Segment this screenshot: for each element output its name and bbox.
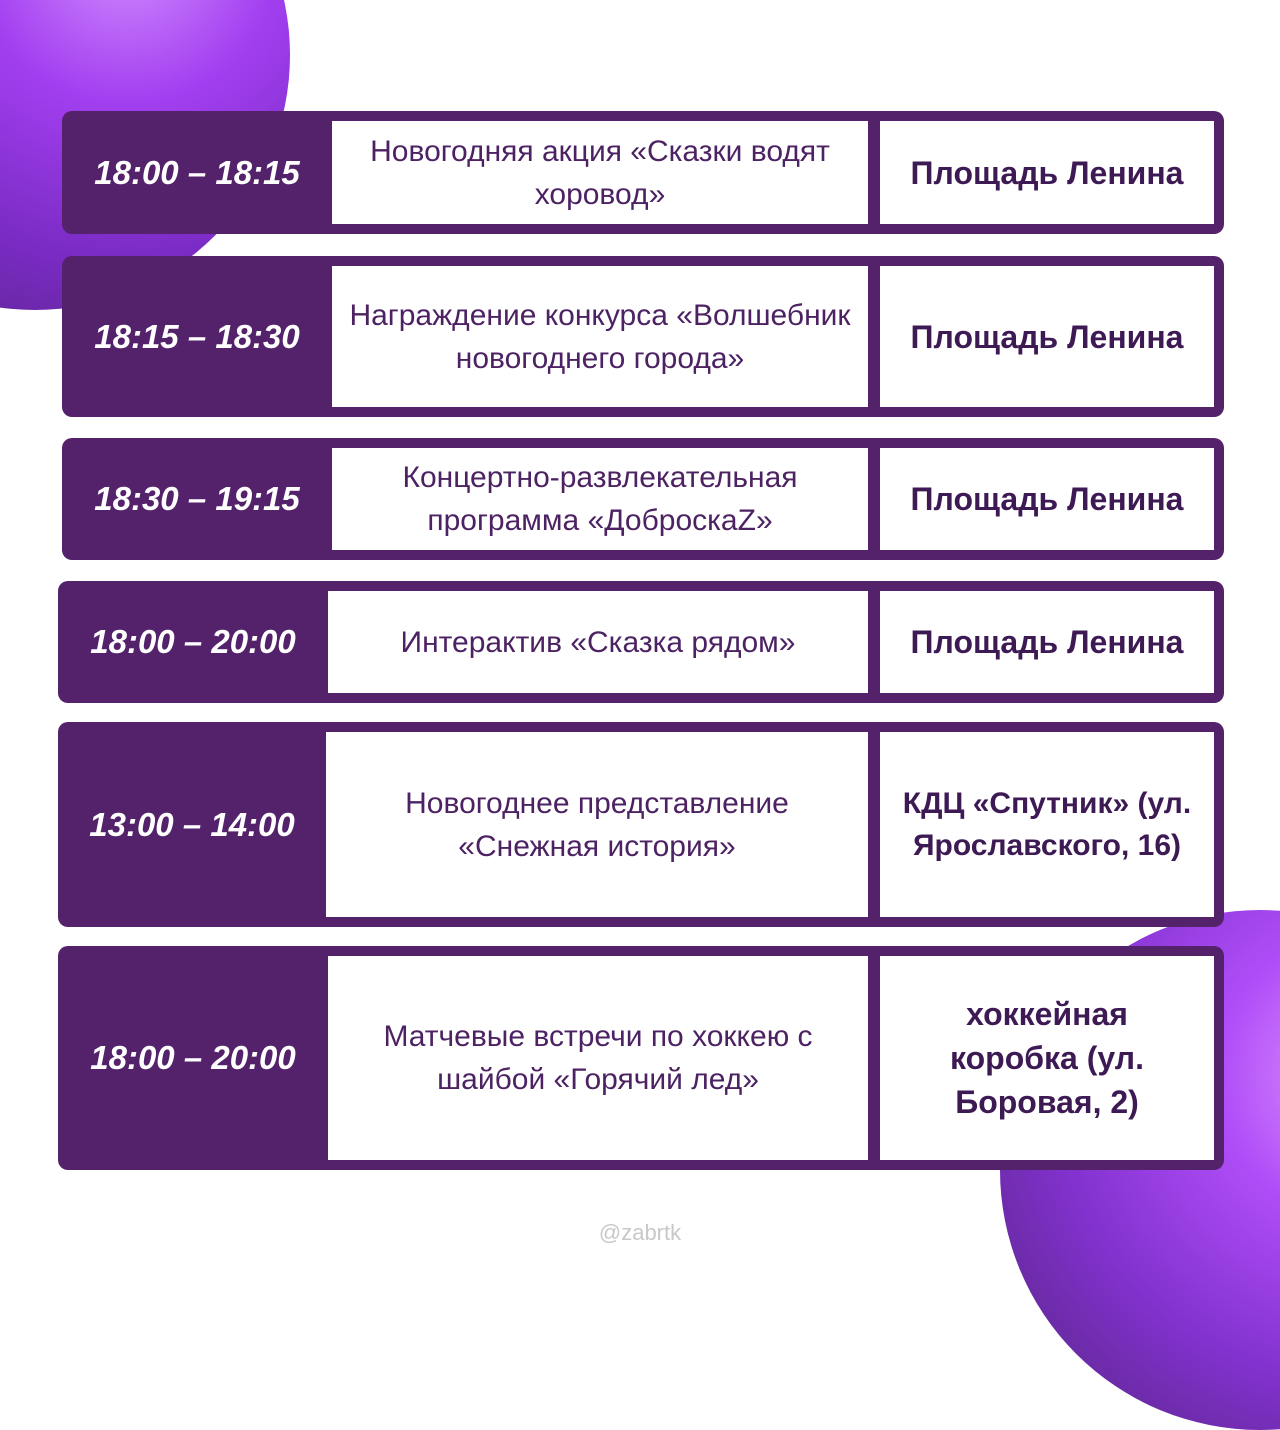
event-time: 18:30 – 19:15 [94,480,300,517]
event-title: Новогодняя акция «Сказки водят хоровод» [332,121,868,224]
event-title: Новогоднее представление «Снежная история» [326,732,868,917]
event-place: Площадь Ленина [880,448,1214,550]
event-title: Матчевые встречи по хоккею с шайбой «Горячий лед» [328,956,868,1160]
event-place: хоккейная коробка (ул. Боровая, 2) [880,956,1214,1160]
schedule-row [62,438,1224,560]
footer-handle: @zabrtk [598,1220,682,1245]
event-time: 18:00 – 18:15 [94,153,300,191]
event-time: 18:15 – 18:30 [94,317,300,355]
event-place: Площадь Ленина [880,591,1214,693]
schedule-row [58,946,1224,1170]
event-title: Награждение конкурса «Волшебник новогоднего города» [332,266,868,407]
event-title: Концертно-развлекательная программа «ДоброскаZ» [332,448,868,550]
event-time: 18:00 – 20:00 [90,1039,296,1076]
event-time: 13:00 – 14:00 [89,805,295,843]
schedule-row [58,722,1224,927]
schedule-row [62,256,1224,417]
event-time: 18:00 – 20:00 [90,623,296,660]
event-place: КДЦ «Спутник» (ул. Ярославского, 16) [880,732,1214,917]
event-title: Интерактив «Сказка рядом» [328,591,868,693]
event-place: Площадь Ленина [880,121,1214,224]
schedule-row [62,111,1224,234]
schedule-row [58,581,1224,703]
event-place: Площадь Ленина [880,266,1214,407]
